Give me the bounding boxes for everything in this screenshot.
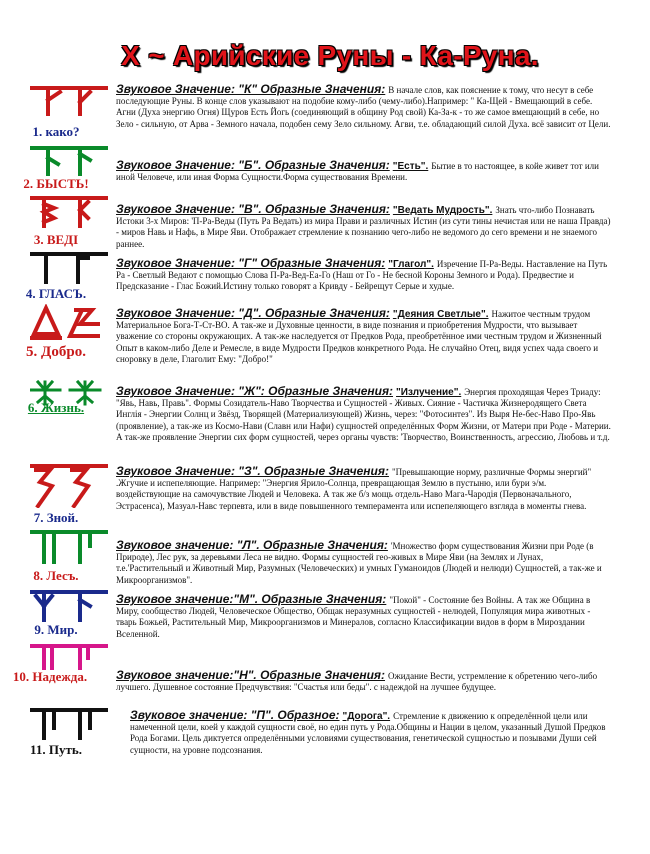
- rune-d-heading: Звуковое Значение: "Д". Образные Значения:: [116, 306, 390, 320]
- rune-l-name: 8. Лесъ.: [33, 568, 79, 583]
- rune-row-n: [0, 644, 650, 706]
- rune-v-name: 3. ВЕДІ: [33, 232, 79, 247]
- rune-row-l: [0, 528, 650, 588]
- rune-k-description: [116, 84, 612, 130]
- rune-g-name: 4. ГЛАСЪ.: [25, 286, 87, 301]
- rune-m-text: "Покой" - Состояние без Войны. А так же Община в Миру, сообщество Людей, Человеческое Общество, Общак неразумных сущностей - нелюдей, Популяция мира животных - тварь Божьей, Растительный Мир, Микроорганизмов и Минералов, согласно Классификации видов в форм в Мироздании Вселенной.: [116, 595, 591, 639]
- rune-row-v: [0, 196, 650, 252]
- rune-k-icon: [30, 84, 108, 118]
- rune-v-description: [116, 204, 612, 250]
- rune-l-description: [116, 540, 612, 586]
- rune-g-graphic: [30, 252, 108, 284]
- rune-v-text: Знать что-либо Познавать Истоки 3-х Миров: 'П-Ра-Веды (Путь Ра Ведать) из мира Прави и различных Истин (из сути тины нечистая или не наша Правда) - миров Навь и Нафь, в Мире Яви. Отображает стремление к познанию чего-либо не ведомого до сего времени и не знаемого раннее.: [116, 205, 611, 249]
- rune-p-image: "Дорога".: [342, 711, 391, 722]
- rune-z-text: "Превышающие норму, различные Формы энергий" .Жгучие и испепеляющие. Например: "Энергия Ярило-Солнца, превращающая Землю в пустыню, или бури э/м. воздействующие на самочувствие Людей и Человека. А так же б/з мощь отдель-Наво Мага-Чародія (Первоначального, Эстрасенса), Мазуал-Навс терпевта, или в виде повышенного темперамента или испепеляющего взгляда в моменты гнева.: [116, 467, 592, 511]
- rune-n-description: [116, 670, 612, 693]
- rune-g-text: Изречение П-Ра-Веды. Наставление на Путь Ра - Светлый Ведают с помощью Слова П-Ра-Вед-Еа-Го (Наш от Го - Не бесной Короны Земного и Рода). Предвестие и Предсказание - Глас Божий.Истину только говорят а Кривду - Бейрещут Серые и худые.: [116, 259, 608, 292]
- rune-b-graphic: [30, 146, 108, 176]
- rune-zh-heading: Звуковое Значение: "Ж": Образные Значения:: [116, 384, 394, 398]
- rune-m-graphic: [30, 590, 108, 622]
- rune-k-heading: Звуковое Значение: "К" Образные Значения:: [116, 82, 386, 96]
- rune-b-heading: Звуковое Значение: "Б". Образные Значения:: [116, 158, 390, 172]
- rune-row-k: [0, 84, 650, 154]
- rune-row-z: [0, 460, 650, 530]
- rune-p-graphic: [30, 706, 108, 740]
- rune-p-description: [130, 710, 612, 756]
- rune-z-icon: [30, 460, 108, 508]
- rune-d-name: 5. Добро.: [26, 344, 86, 360]
- page-title: Х ~ Арийские Руны - Ка-Руна.: [121, 40, 539, 71]
- rune-k-text: В начале слов, как пояснение к тому, что несут в себе последующие Руны. В конце слов указывают на подобие кому-либо (чему-либо).Например: " Ка-Щей - Вмещающий в себе. Агни (Духа энергию Огня) Щуров Есть Йогь (соединяющий в общину Род свой) Ка-За-к - то же самое вмещающий в себе, но Зело - сильную, от Арва - Земного начала, подобен сему Зело сильному. Агви, т.е. обладающий силой Духа. всё зависит от Цели.: [116, 85, 611, 129]
- rune-l-icon: [30, 528, 108, 564]
- rune-g-image: "Глагол".: [388, 259, 434, 270]
- rune-b-text: Бытие в то настоящее, в койе живет тот или иной Человече, или иная Форма Сущности.Форма существования Времени.: [116, 161, 599, 183]
- rune-n-heading: Звуковое значение:"Н". Образные Значения:: [116, 668, 385, 682]
- rune-n-icon: [30, 644, 108, 670]
- rune-m-icon: [30, 590, 108, 622]
- rune-p-name: 11. Путь.: [30, 742, 82, 757]
- rune-d-image: "Деяния Светлые".: [392, 309, 489, 320]
- rune-p-text: Стремление к движению к определённой цели или намеченной цели, коей у каждой сущности своё, но един путь у Рода.Общины и Нации в целом, указанный Душой Предков Рода Богами. Цель диктуется определёнными условиями существования, генетической сущностью и позывами Души сей сущности, на уровне подсознания.: [130, 711, 606, 755]
- rune-row-p: [0, 706, 650, 766]
- rune-b-image: "Есть".: [392, 161, 429, 172]
- rune-l-heading: Звуковое значение: "Л". Образные Значения:: [116, 538, 388, 552]
- rune-p-icon: [30, 706, 108, 740]
- rune-row-b: [0, 146, 650, 194]
- rune-zh-text: Энергия проходящая Через Триаду: "Явь, Навь, Правь". Формы Созидатель-Наво Творчества и Сущностей - Живых. Сияние - Частичка Жизнеродящего Света Инглія - Энергии Солнц и Звёзд, Творящей (Материализующей) Жизнь, через: "Фотосинтез". Из Выря Не-бес-Наво Про-Явь (проявление), а так-же из Космо-Нави (Славн или Нафи) сущностей определённых Форм Жизни, от Матери при Роде - Материи. А так-же проявление Энергии сих форм сущностей, через органы чувств: 'Творчество, Воинственность, агрессию, Любовь и т.д.: [116, 387, 611, 442]
- rune-row-zh: [0, 380, 650, 464]
- rune-z-heading: Звуковое Значение: "З". Образные Значения:: [116, 464, 389, 478]
- rune-n-name: 10. Надежда.: [12, 669, 88, 684]
- rune-row-m: [0, 590, 650, 644]
- rune-n-graphic: [30, 644, 108, 670]
- rune-d-description: [116, 308, 612, 365]
- rune-l-text: 'Множество форм существования Жизни при Роде (в Природе), Лес рук, за деревьями Леса не видно. Формы сущностей гео-живых в Мире Яви (на Землях и Лунах, т.е.'Растительный и Животный Мир, Разумных (Человеческих) и умных Гуманоидов (Людей и нелюди) Сущностей, а так-же и Микроорганизмов".: [116, 541, 602, 585]
- rune-z-name: 7. Зной.: [33, 510, 79, 525]
- rune-l-graphic: [30, 528, 108, 564]
- rune-b-description: [116, 160, 612, 183]
- rune-v-image: "Ведать Мудрость".: [392, 205, 493, 216]
- rune-v-graphic: [30, 196, 108, 230]
- rune-n-text: Ожидание Вести, устремление к обретению чего-либо лучшего. Душевное состояние Предчувствия: "Счастья или беды". с надеждой на лучшее будущее.: [116, 671, 598, 693]
- rune-g-icon: [30, 252, 108, 284]
- rune-k-graphic: [30, 84, 108, 118]
- rune-m-heading: Звуковое значение:"М". Образные Значения:: [116, 592, 387, 606]
- rune-v-heading: Звуковое Значение: "В". Образные Значения:: [116, 202, 390, 216]
- rune-d-icon: [30, 304, 108, 342]
- rune-zh-name: 6. Жизнь.: [27, 400, 85, 415]
- rune-z-graphic: [30, 460, 108, 508]
- rune-v-icon: [30, 196, 108, 230]
- rune-row-g: [0, 252, 650, 304]
- rune-zh-image: "Излучение".: [396, 387, 462, 398]
- rune-b-name: 2. БЫСТЬ!: [23, 176, 89, 191]
- rune-b-icon: [30, 146, 108, 176]
- rune-k-name: 1. како?: [32, 124, 80, 139]
- rune-z-description: [116, 466, 612, 512]
- rune-g-description: [116, 258, 612, 293]
- rune-d-graphic: [30, 304, 108, 342]
- rune-m-name: 9. Мир.: [34, 622, 78, 637]
- rune-g-heading: Звуковое Значение: "Г" Образные Значения:: [116, 256, 386, 270]
- rune-p-heading: Звуковое значение: "П". Образное:: [130, 708, 340, 722]
- rune-zh-description: [116, 386, 612, 443]
- rune-d-text: Нажитое честным трудом Материальное Бога-Т-Ст-ВО. А так-же и Духовные ценности, в виде познания и приобретения Мудрости, что вызывает уважение со стороны окружающих. А так-же наследуется от Предков Рода, преобретённое ими честным трудом и Жизненный Опыт в каком-либо Деле и Ремесле, в виде Мудрости Предков конкретного Рода. Не случайно Отец, видя успех чада своего и сноровку в деле, Глаголит Ему: "Добро!": [116, 309, 602, 364]
- rune-row-d: [0, 304, 650, 378]
- rune-m-description: [116, 594, 612, 640]
